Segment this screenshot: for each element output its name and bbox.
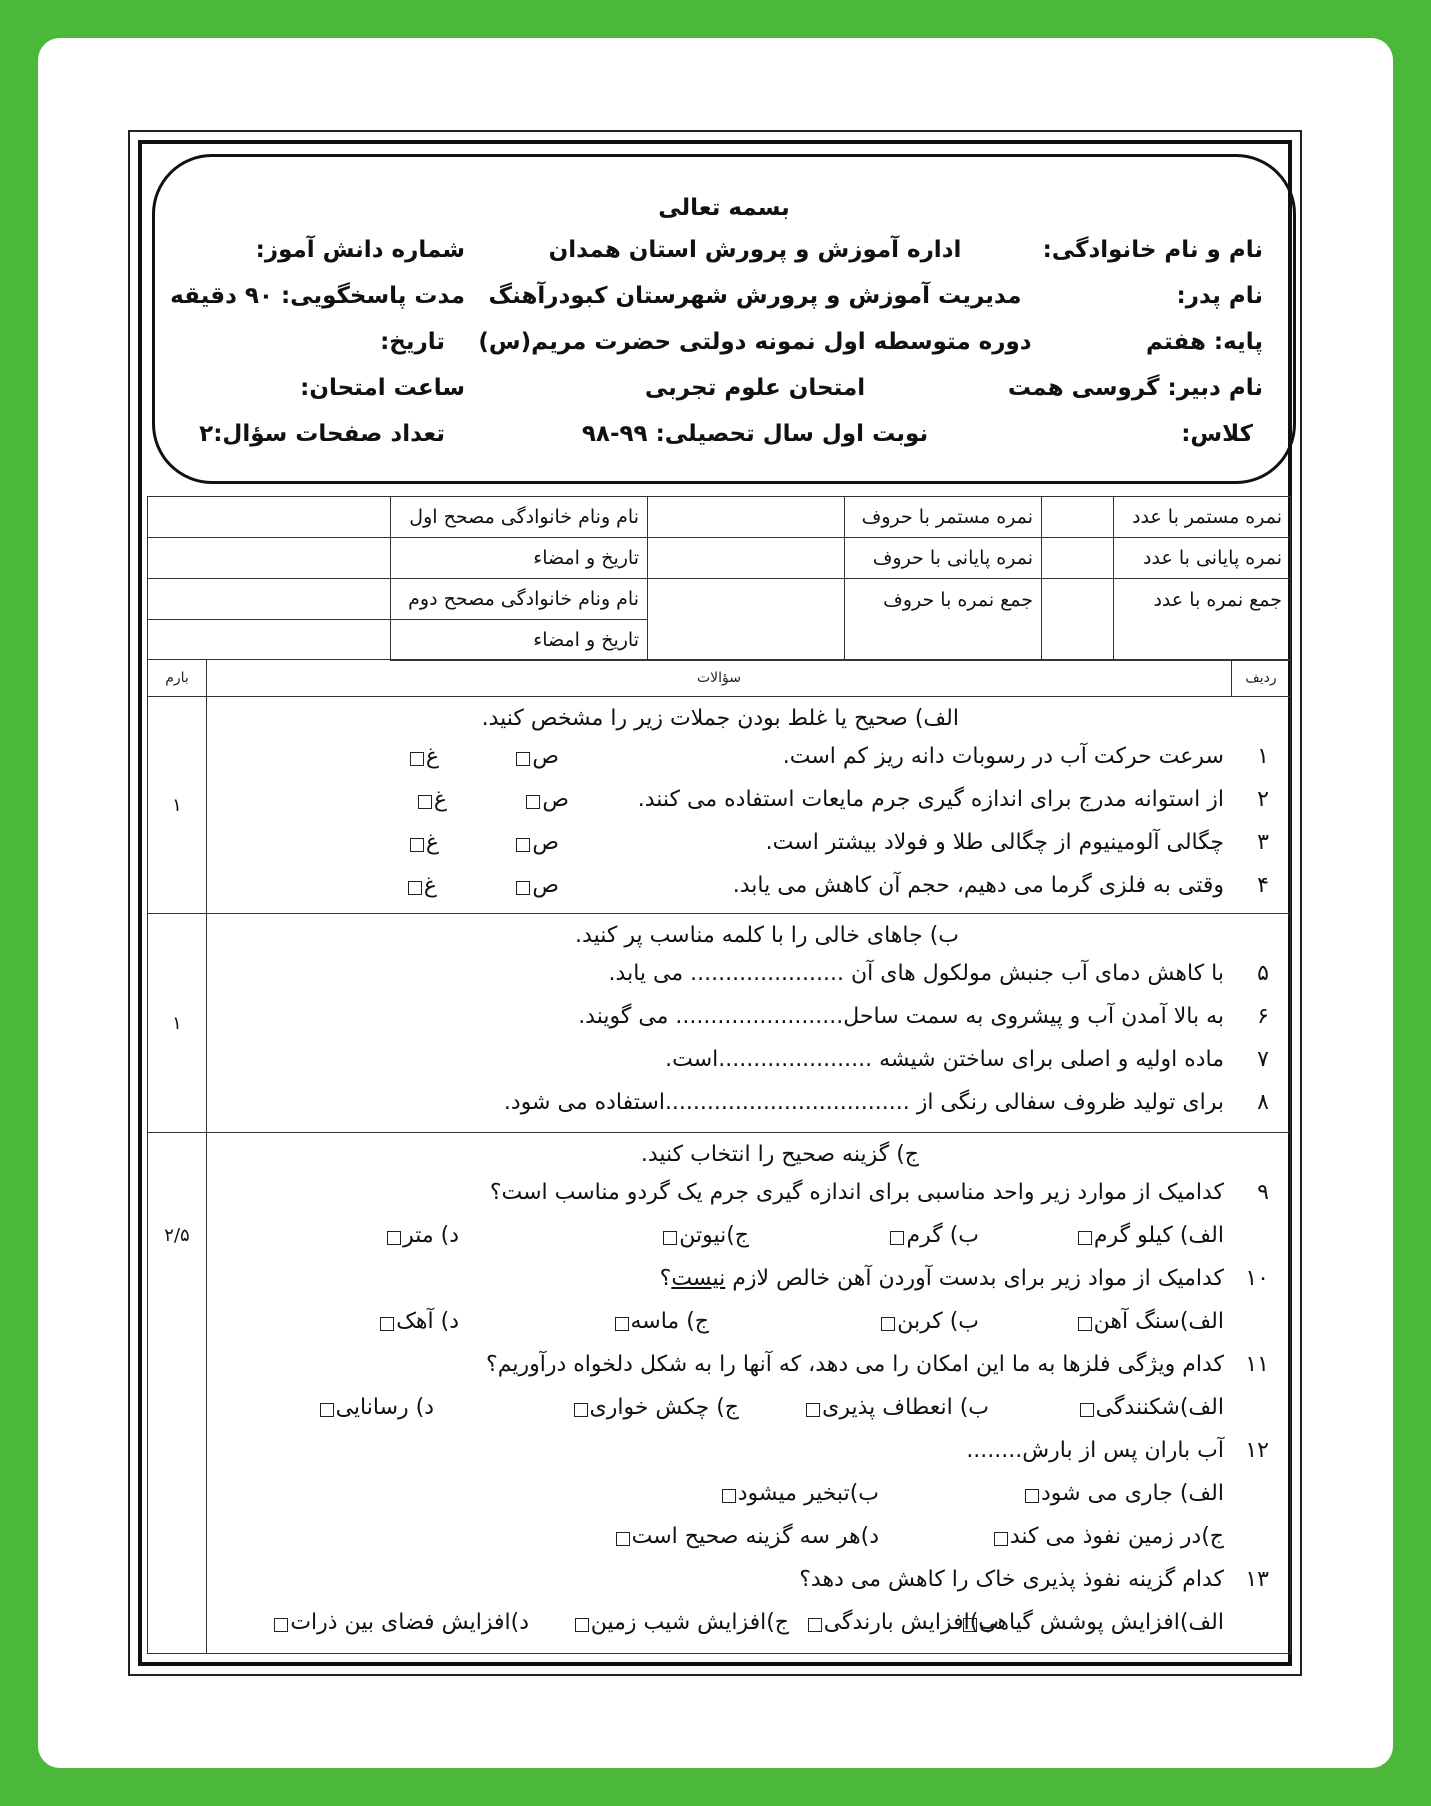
questions-table — [147, 659, 1291, 1654]
grader1-label: نام ونام خانوادگی مصحح اول — [391, 497, 648, 538]
exam-title: امتحان علوم تجربی — [644, 375, 866, 401]
option-checkbox[interactable] — [1078, 1317, 1092, 1331]
grader2-label: نام ونام خانوادگی مصحح دوم — [391, 579, 648, 620]
option-checkbox[interactable] — [722, 1489, 736, 1503]
total-num-field[interactable] — [1042, 579, 1114, 661]
question-5: ۵ با کاهش دمای آب جنبش مولکول های آن ...................... می یابد. — [608, 961, 1269, 986]
question-7: ۷ ماده اولیه و اصلی برای ساختن شیشه ......................است. — [665, 1047, 1269, 1072]
question-11: ۱۱ کدام ویژگی فلزها به ما این امکان را می دهد، که آنها را به شکل دلخواه درآوریم؟ — [486, 1352, 1269, 1377]
question-12: ۱۲ آب باران پس از بارش........ — [966, 1438, 1269, 1463]
section-b-title: ب) جاهای خالی را با کلمه مناسب پر کنید. — [575, 923, 959, 948]
checkbox-true[interactable] — [526, 795, 540, 809]
col-questions-header: سؤالات — [207, 660, 1232, 697]
student-name-label: نام و نام خانوادگی: — [1042, 237, 1263, 263]
option-checkbox[interactable] — [616, 1532, 630, 1546]
grade-level: پایه: هفتم — [1146, 329, 1263, 355]
cont-num-field[interactable] — [1042, 497, 1114, 538]
question-13-options: الف)افزایش پوشش گیاهی ب)افزایش بارندگی ج)افزایش شیب زمین د)افزایش فضای بین ذرات — [208, 1602, 1289, 1645]
option-checkbox[interactable] — [575, 1618, 589, 1632]
checkbox-true[interactable] — [516, 752, 530, 766]
option-checkbox[interactable] — [387, 1231, 401, 1245]
grader2-field[interactable] — [148, 579, 391, 620]
question-11-options: الف)شکنندگی ب) انعطاف پذیری ج) چکش خواری د) رسانایی — [208, 1387, 1289, 1430]
option-checkbox[interactable] — [806, 1403, 820, 1417]
option-checkbox[interactable] — [1078, 1231, 1092, 1245]
date-label: تاریخ: — [380, 329, 445, 355]
final-words-label: نمره پایانی با حروف — [845, 538, 1042, 579]
grade-table — [147, 496, 1291, 661]
question-2: ۲ از استوانه مدرج برای اندازه گیری جرم مایعات استفاده می کنند. ص غ — [208, 779, 1289, 822]
final-num-field[interactable] — [1042, 538, 1114, 579]
option-checkbox[interactable] — [881, 1317, 895, 1331]
page-count: تعداد صفحات سؤال:۲ — [199, 421, 445, 447]
sign2-field[interactable] — [148, 620, 391, 661]
cont-num-label: نمره مستمر با عدد — [1114, 497, 1291, 538]
total-words-field[interactable] — [648, 579, 845, 661]
school-name: دوره متوسطه اول نمونه دولتی حضرت مریم(س) — [478, 329, 1032, 355]
question-4: ۴ وقتی به فلزی گرما می دهیم، حجم آن کاهش می یابد. ص غ — [208, 865, 1289, 908]
option-checkbox[interactable] — [574, 1403, 588, 1417]
option-checkbox[interactable] — [380, 1317, 394, 1331]
cont-words-label: نمره مستمر با حروف — [845, 497, 1042, 538]
exam-time-label: ساعت امتحان: — [300, 375, 465, 401]
exam-term: نوبت اول سال تحصیلی: ۹۹-۹۸ — [581, 421, 929, 447]
father-name-label: نام پدر: — [1176, 283, 1263, 309]
question-6: ۶ به بالا آمدن آب و پیشروی به سمت ساحل........................ می گویند. — [578, 1004, 1269, 1029]
exam-sheet-border — [138, 140, 1292, 1666]
cont-words-field[interactable] — [648, 497, 845, 538]
question-9-options: الف) کیلو گرم ب) گرم ج)نیوتن د) متر — [208, 1215, 1289, 1258]
section-b — [148, 914, 1291, 1133]
section-c-title: ج) گزینه صحیح را انتخاب کنید. — [640, 1142, 919, 1167]
section-a-score: ۱ — [148, 697, 207, 914]
question-3: ۳ چگالی آلومینیوم از چگالی طلا و فولاد بیشتر است. ص غ — [208, 822, 1289, 865]
teacher-name: نام دبیر: گروسی همت — [1007, 375, 1263, 401]
option-checkbox[interactable] — [994, 1532, 1008, 1546]
col-row-header: ردیف — [1232, 660, 1291, 697]
question-13: ۱۳ کدام گزینه نفوذ پذیری خاک را کاهش می دهد؟ — [799, 1567, 1269, 1592]
checkbox-true[interactable] — [516, 838, 530, 852]
final-num-label: نمره پایانی با عدد — [1114, 538, 1291, 579]
question-10-options: الف)سنگ آهن ب) کربن ج) ماسه د) آهک — [208, 1301, 1289, 1344]
duration: مدت پاسخگویی: ۹۰ دقیقه — [170, 283, 465, 309]
total-num-label: جمع نمره با عدد — [1114, 579, 1291, 661]
option-checkbox[interactable] — [320, 1403, 334, 1417]
option-checkbox[interactable] — [1025, 1489, 1039, 1503]
section-b-score: ۱ — [148, 914, 207, 1133]
exam-header — [152, 154, 1296, 484]
district-office: مدیریت آموزش و پرورش شهرستان کبودرآهنگ — [488, 283, 1022, 309]
question-10: ۱۰ کدامیک از مواد زیر برای بدست آوردن آهن خالص لازم نیست؟ — [659, 1266, 1269, 1291]
section-a — [148, 697, 1291, 914]
option-checkbox[interactable] — [663, 1231, 677, 1245]
section-c-score: ۲/۵ — [148, 1133, 207, 1654]
section-a-title: الف) صحیح یا غلط بودن جملات زیر را مشخص کنید. — [481, 706, 959, 731]
option-checkbox[interactable] — [808, 1618, 822, 1632]
checkbox-false[interactable] — [410, 838, 424, 852]
sign2-label: تاریخ و امضاء — [391, 620, 648, 661]
sign1-field[interactable] — [148, 538, 391, 579]
checkbox-true[interactable] — [516, 881, 530, 895]
exam-sheet — [128, 130, 1302, 1676]
question-12-options-2: ج)در زمین نفوذ می کند د)هر سه گزینه صحیح است — [208, 1516, 1289, 1559]
student-number-label: شماره دانش آموز: — [255, 237, 465, 263]
option-checkbox[interactable] — [890, 1231, 904, 1245]
grader1-field[interactable] — [148, 497, 391, 538]
checkbox-false[interactable] — [418, 795, 432, 809]
option-checkbox[interactable] — [274, 1618, 288, 1632]
final-words-field[interactable] — [648, 538, 845, 579]
checkbox-false[interactable] — [410, 752, 424, 766]
col-score-header: بارم — [148, 660, 207, 697]
bismillah: بسمه تعالی — [658, 195, 790, 221]
question-9: ۹ کدامیک از موارد زیر واحد مناسبی برای اندازه گیری جرم یک گردو مناسب است؟ — [489, 1180, 1269, 1205]
checkbox-false[interactable] — [408, 881, 422, 895]
total-words-label: جمع نمره با حروف — [845, 579, 1042, 661]
sign1-label: تاریخ و امضاء — [391, 538, 648, 579]
section-c — [148, 1133, 1291, 1654]
option-checkbox[interactable] — [615, 1317, 629, 1331]
question-1: ۱ سرعت حرکت آب در رسوبات دانه ریز کم است. ص غ — [208, 736, 1289, 779]
question-12-options-1: الف) جاری می شود ب)تبخیر میشود — [208, 1473, 1289, 1516]
education-office: اداره آموزش و پرورش استان همدان — [548, 237, 962, 263]
class-label: کلاس: — [1181, 421, 1253, 447]
question-8: ۸ برای تولید ظروف سفالی رنگی از ...................................استفاده می شود. — [503, 1090, 1269, 1115]
option-checkbox[interactable] — [1080, 1403, 1094, 1417]
